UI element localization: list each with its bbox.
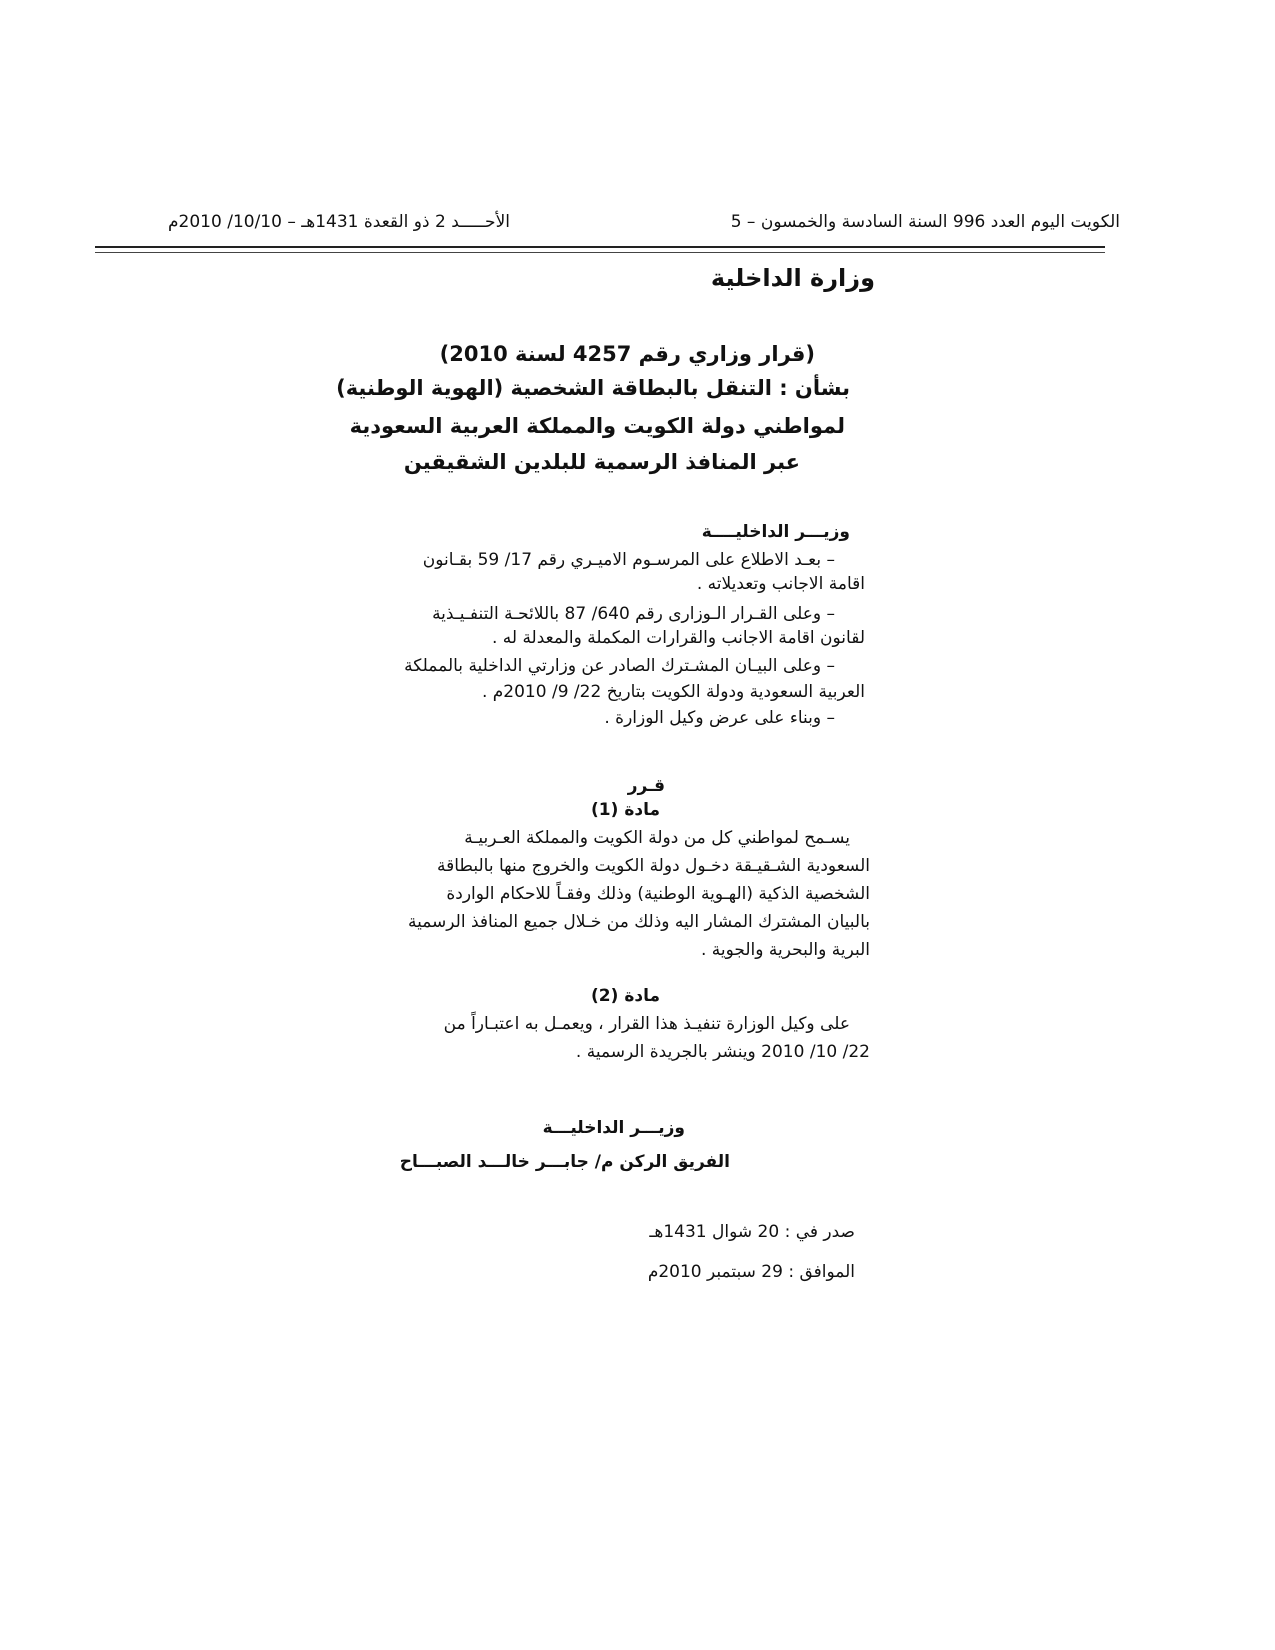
decision-subject: بشأن : التنقل بالبطاقة الشخصية (الهوية الوطنية) bbox=[336, 376, 850, 400]
header-rule-thin bbox=[95, 252, 1105, 253]
decision-subject-line-3: عبر المنافذ الرسمية للبلدين الشقيقين bbox=[403, 450, 800, 474]
article-1-line: البرية والبحرية والجوية . bbox=[700, 940, 870, 960]
decided-heading: قـرر bbox=[627, 776, 665, 796]
article-2-line: 22/ 10/ 2010 وينشر بالجريدة الرسمية . bbox=[575, 1042, 870, 1062]
preamble-line: – وبناء على عرض وكيل الوزارة . bbox=[604, 708, 835, 728]
preamble-line: – وعلى القـرار الـوزارى رقم 640/ 87 باللائحـة التنفـيـذية bbox=[432, 604, 835, 624]
signatory-title: وزيـــر الداخليـــة bbox=[542, 1118, 685, 1138]
issued-date: صدر في : 20 شوال 1431هـ bbox=[649, 1222, 855, 1242]
signatory-name: الفريق الركن م/ جابـــر خالـــد الصبـــاح bbox=[399, 1152, 730, 1172]
article-2-line: على وكيل الوزارة تنفيـذ هذا القرار ، ويعمـل به اعتبـاراً من bbox=[443, 1014, 850, 1034]
preamble-line: العربية السعودية ودولة الكويت بتاريخ 22/ 9/ 2010م . bbox=[481, 682, 865, 702]
decision-subject-line-2: لمواطني دولة الكويت والمملكة العربية السعودية bbox=[349, 414, 845, 438]
preamble-line: – بعـد الاطلاع على المرسـوم الاميـري رقم 17/ 59 بقـانون bbox=[422, 550, 835, 570]
gazette-date-info: الأحـــــد 2 ذو القعدة 1431هـ – 10/10/ 2010م bbox=[168, 212, 510, 232]
preamble-line: لقانون اقامة الاجانب والقرارات المكملة والمعدلة له . bbox=[491, 628, 865, 648]
article-1-line: بالبيان المشترك المشار اليه وذلك من خـلال جميع المنافذ الرسمية bbox=[407, 912, 870, 932]
minister-heading: وزيـــر الداخليــــة bbox=[701, 522, 850, 542]
ministry-name: وزارة الداخلية bbox=[710, 264, 875, 292]
article-1-line: السعودية الشـقيـقة دخـول دولة الكويت والخروج منها بالبطاقة bbox=[436, 856, 870, 876]
preamble-line: اقامة الاجانب وتعديلاته . bbox=[696, 574, 865, 594]
article-1-heading: مادة (1) bbox=[591, 800, 660, 820]
gazette-issue-info: الكويت اليوم العدد 996 السنة السادسة والخمسون – 5 bbox=[730, 212, 1120, 232]
article-1-line: الشخصية الذكية (الهـوية الوطنية) وذلك وفقـاً للاحكام الواردة bbox=[446, 884, 870, 904]
decision-number: (قرار وزاري رقم 4257 لسنة 2010) bbox=[439, 342, 815, 366]
header-rule bbox=[95, 246, 1105, 248]
gregorian-date: الموافق : 29 سبتمبر 2010م bbox=[647, 1262, 855, 1282]
article-2-heading: مادة (2) bbox=[591, 986, 660, 1006]
article-1-line: يسـمح لمواطني كل من دولة الكويت والمملكة العـربيـة bbox=[464, 828, 850, 848]
preamble-line: – وعلى البيـان المشـترك الصادر عن وزارتي الداخلية بالمملكة bbox=[404, 656, 835, 676]
